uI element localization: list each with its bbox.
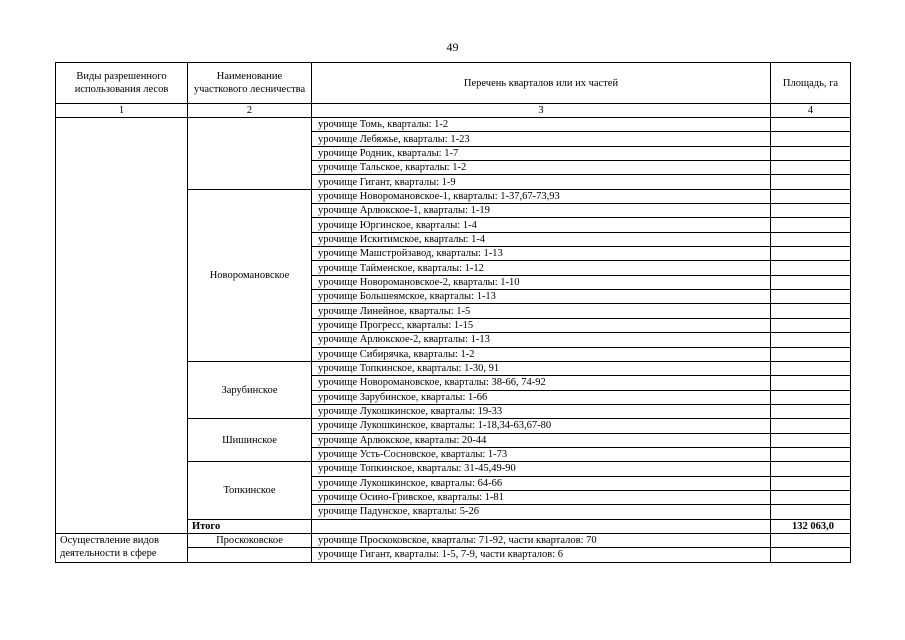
forest-quarters-table xyxy=(55,62,851,563)
area-cell xyxy=(771,275,851,289)
column-number: 4 xyxy=(771,104,851,118)
quarters-list-cell: урочище Осино-Гривское, кварталы: 1-81 xyxy=(312,490,771,504)
area-cell xyxy=(771,548,851,562)
quarters-list-cell: урочище Юргинское, кварталы: 1-4 xyxy=(312,218,771,232)
area-cell xyxy=(771,505,851,519)
forestry-name-cell: Топкинское xyxy=(188,462,312,519)
header-area: Площадь, га xyxy=(771,63,851,104)
column-number: 2 xyxy=(188,104,312,118)
quarters-list-cell: урочище Томь, кварталы: 1-2 xyxy=(312,118,771,132)
quarters-list-cell: урочище Гигант, кварталы: 1-5, 7-9, части кварталов: 6 xyxy=(312,548,771,562)
quarters-list-cell: урочище Родник, кварталы: 1-7 xyxy=(312,146,771,160)
area-cell xyxy=(771,189,851,203)
header-forestry-name: Наименование участкового лесничества xyxy=(188,63,312,104)
table-row xyxy=(56,118,851,132)
forestry-name-cell: Новоромановское xyxy=(188,189,312,361)
quarters-list-cell: урочище Линейное, кварталы: 1-5 xyxy=(312,304,771,318)
area-cell xyxy=(771,347,851,361)
forestry-name-cell: Проскоковское xyxy=(188,533,312,547)
area-cell xyxy=(771,390,851,404)
quarters-list-cell: урочище Прогресс, кварталы: 1-15 xyxy=(312,318,771,332)
area-cell xyxy=(771,290,851,304)
header-quarters-list: Перечень кварталов или их частей xyxy=(312,63,771,104)
quarters-list-cell: урочище Лебяжье, кварталы: 1-23 xyxy=(312,132,771,146)
forestry-name-cell xyxy=(188,548,312,562)
quarters-list-cell: урочище Новоромановское, кварталы: 38-66, 74-92 xyxy=(312,376,771,390)
area-cell xyxy=(771,118,851,132)
quarters-list-cell: урочище Сибирячка, кварталы: 1-2 xyxy=(312,347,771,361)
area-cell xyxy=(771,333,851,347)
quarters-list-cell: урочище Большеямское, кварталы: 1-13 xyxy=(312,290,771,304)
area-cell xyxy=(771,361,851,375)
page-number: 49 xyxy=(446,40,459,54)
quarters-list-cell: урочище Падунское, кварталы: 5-26 xyxy=(312,505,771,519)
quarters-list-cell: урочище Топкинское, кварталы: 31-45,49-90 xyxy=(312,462,771,476)
quarters-list-cell: урочище Лукошкинское, кварталы: 64-66 xyxy=(312,476,771,490)
area-cell xyxy=(771,433,851,447)
area-cell xyxy=(771,376,851,390)
quarters-list-cell: урочище Машстройзавод, кварталы: 1-13 xyxy=(312,247,771,261)
quarters-list-cell: урочище Гигант, кварталы: 1-9 xyxy=(312,175,771,189)
quarters-list-cell: урочище Проскоковское, кварталы: 71-92, части кварталов: 70 xyxy=(312,533,771,547)
area-cell xyxy=(771,204,851,218)
area-cell xyxy=(771,218,851,232)
quarters-list-cell: урочище Тайменское, кварталы: 1-12 xyxy=(312,261,771,275)
area-cell xyxy=(771,146,851,160)
total-area: 132 063,0 xyxy=(771,519,851,533)
total-empty-cell xyxy=(312,519,771,533)
usage-type-cell xyxy=(56,118,188,534)
table-body xyxy=(56,118,851,563)
forestry-name-cell: Зарубинское xyxy=(188,361,312,418)
area-cell xyxy=(771,490,851,504)
column-number: 1 xyxy=(56,104,188,118)
area-cell xyxy=(771,161,851,175)
area-cell xyxy=(771,533,851,547)
area-cell xyxy=(771,462,851,476)
quarters-list-cell: урочище Лукошкинское, кварталы: 1-18,34-63,67-80 xyxy=(312,419,771,433)
area-cell xyxy=(771,404,851,418)
area-cell xyxy=(771,304,851,318)
area-cell xyxy=(771,447,851,461)
usage-type-cell: Осуществление видов деятельности в сфере xyxy=(56,533,188,562)
quarters-list-cell: урочище Арлюкское, кварталы: 20-44 xyxy=(312,433,771,447)
quarters-list-cell: урочище Новоромановское-2, кварталы: 1-10 xyxy=(312,275,771,289)
area-cell xyxy=(771,318,851,332)
table-header-row xyxy=(56,63,851,104)
area-cell xyxy=(771,247,851,261)
header-usage-types: Виды разрешенного использования лесов xyxy=(56,63,188,104)
quarters-list-cell: урочище Искитимское, кварталы: 1-4 xyxy=(312,232,771,246)
area-cell xyxy=(771,232,851,246)
quarters-list-cell: урочище Тальское, кварталы: 1-2 xyxy=(312,161,771,175)
quarters-list-cell: урочище Топкинское, кварталы: 1-30, 91 xyxy=(312,361,771,375)
quarters-list-cell: урочище Лукошкинское, кварталы: 19-33 xyxy=(312,404,771,418)
quarters-list-cell: урочище Арлюкское-1, кварталы: 1-19 xyxy=(312,204,771,218)
area-cell xyxy=(771,476,851,490)
table-row xyxy=(56,533,851,547)
area-cell xyxy=(771,175,851,189)
area-cell xyxy=(771,132,851,146)
column-numbers-row xyxy=(56,104,851,118)
forestry-name-cell xyxy=(188,118,312,190)
total-label: Итого xyxy=(188,519,312,533)
quarters-list-cell: урочище Усть-Сосновское, кварталы: 1-73 xyxy=(312,447,771,461)
area-cell xyxy=(771,419,851,433)
forestry-name-cell: Шишинское xyxy=(188,419,312,462)
column-number: 3 xyxy=(312,104,771,118)
area-cell xyxy=(771,261,851,275)
quarters-list-cell: урочище Зарубинское, кварталы: 1-66 xyxy=(312,390,771,404)
quarters-list-cell: урочище Арлюкское-2, кварталы: 1-13 xyxy=(312,333,771,347)
quarters-list-cell: урочище Новоромановское-1, кварталы: 1-37,67-73,93 xyxy=(312,189,771,203)
